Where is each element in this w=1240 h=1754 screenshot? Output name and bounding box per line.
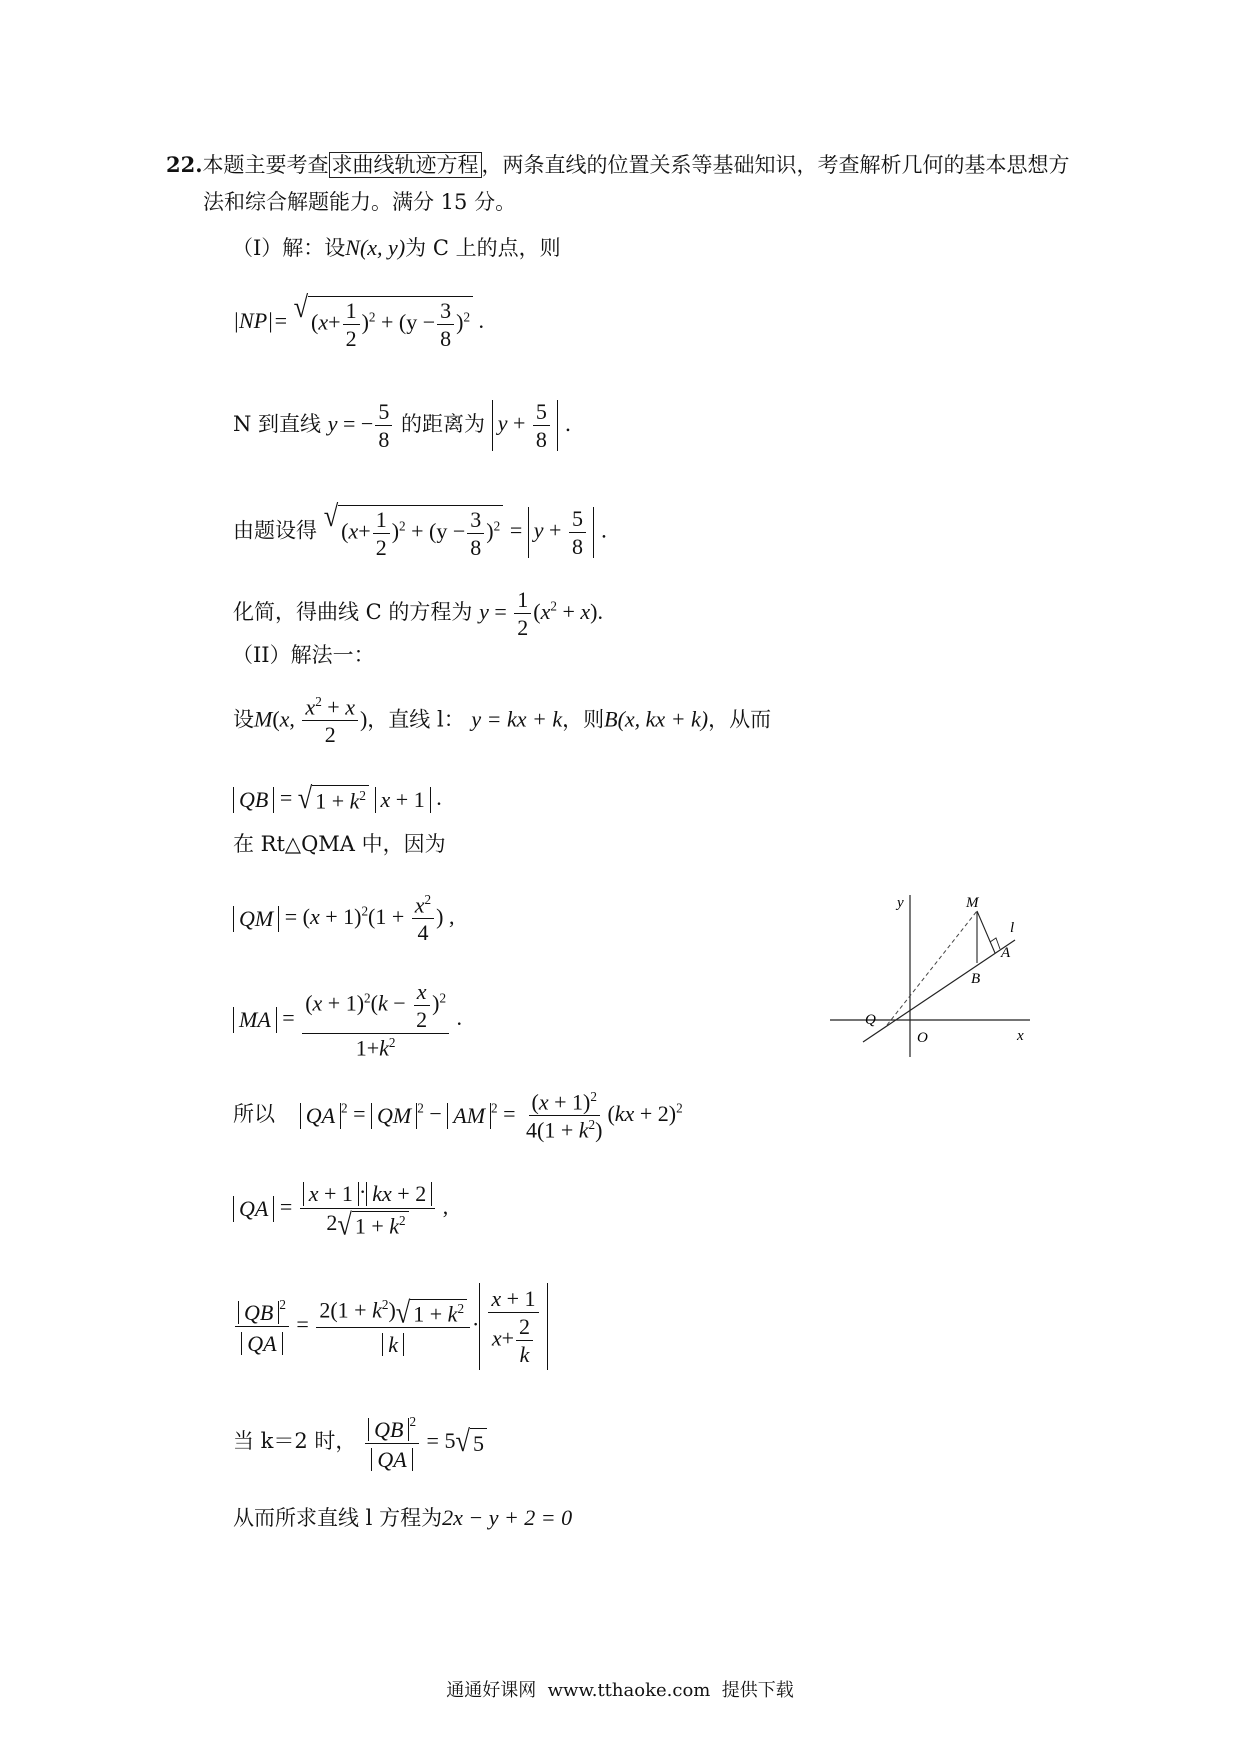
distance-line: N 到直线 y = − $\frac{5}{8}$ 的距离为 y + $\frac{5}{8}$ . bbox=[233, 399, 572, 453]
part1-label: （I）解：设 bbox=[232, 236, 346, 260]
qb-formula: QB = √ $1 + k^2$ x + 1 . bbox=[233, 785, 442, 815]
line-l bbox=[863, 940, 1015, 1042]
dist-abs: y + $\frac{5}{8}$ bbox=[492, 400, 558, 451]
thus-text: ，从而 bbox=[708, 707, 772, 732]
simplify-text: 化简，得曲线 C 的方程为 bbox=[233, 600, 473, 625]
problem-header bbox=[166, 152, 1070, 178]
when-k-text: 当 k＝2 时， bbox=[233, 1429, 357, 1454]
np-formula: |NP|= √ (x+ $\frac{1}{2}$ )$^2$ + (y − $\frac{3}{8}$ )$^2$ . bbox=[233, 289, 485, 352]
set-M-text: 设 bbox=[233, 707, 254, 732]
geometry-figure bbox=[825, 885, 1040, 1065]
boxed-topic: 求曲线轨迹方程 bbox=[329, 152, 482, 178]
qa-formula: QA = x + 1 · kx + 2 2 √ $1 + k^2$ , bbox=[233, 1180, 448, 1238]
dist-text-2: 的距离为 bbox=[401, 412, 486, 437]
dist-text-1: N 到直线 bbox=[233, 412, 322, 437]
label-A: A bbox=[1001, 945, 1011, 961]
part2-label: （II）解法一： bbox=[232, 643, 375, 667]
dashed-QM bbox=[887, 911, 977, 1025]
label-Q: Q bbox=[865, 1012, 876, 1028]
label-B: B bbox=[971, 971, 981, 987]
intro-before: 本题主要考查 bbox=[202, 153, 329, 177]
on-curve-text: 为 C 上的点，则 bbox=[405, 236, 561, 260]
final-line bbox=[233, 1505, 572, 1531]
intro-line-2: 法和综合解题能力。满分 15 分。 bbox=[203, 190, 517, 214]
label-O: O bbox=[917, 1030, 928, 1046]
label-M: M bbox=[966, 895, 979, 911]
line-l-text: ，直线 l： bbox=[367, 707, 465, 732]
intro-after: ，两条直线的位置关系等基础知识，考查解析几何的基本思想方 bbox=[481, 153, 1070, 177]
label-x: x bbox=[1017, 1028, 1024, 1044]
qm-formula: QM = $(x + 1)^2(1$ + $\frac{x^2}{4}$ ) , bbox=[233, 893, 454, 945]
line-equation: y = kx + k bbox=[471, 706, 563, 732]
ratio-formula: $\frac{QB ^2}{QA}$ = $2(1 + k^2)$ √ $1 + k^2$ k · x + 1 x+ $\frac{2}{k}$ bbox=[233, 1283, 548, 1370]
so-text: 所以 bbox=[233, 1101, 275, 1126]
point-N: N(x, y) bbox=[345, 235, 406, 260]
np-lhs: |NP|= bbox=[233, 308, 289, 334]
problem-number: 22. bbox=[166, 152, 203, 177]
label-l: l bbox=[1010, 920, 1015, 936]
so-line: 所以 QA $^2$ = QM $^2$ − AM $^2$ = $\frac{(x + 1)^2}{4(1 + k^2)}$ (kx + 2)$^2$ bbox=[233, 1089, 683, 1143]
footer-text: 通通好课网 www.tthaoke.com 提供下载 bbox=[446, 1680, 794, 1701]
condition-line: 由题设得 √ (x+ $\frac{1}{2}$ )$^2$ + (y − $\frac{3}{8}$ )$^2$ = y + $\frac{5}{8}$ . bbox=[233, 498, 608, 561]
part1-intro bbox=[232, 235, 561, 261]
then-B-text: ，则 bbox=[562, 707, 605, 732]
in-triangle-text: 在 Rt△QMA 中，因为 bbox=[233, 832, 446, 856]
final-text: 从而所求直线 l 方程为 bbox=[233, 1506, 443, 1530]
segment-MA bbox=[977, 911, 995, 953]
simplify-line: 化简，得曲线 C 的方程为 y = $\frac{1}{2}$ $(x^2 + x)$. bbox=[233, 587, 603, 641]
ma-formula: MA = $(x + 1)^2(k$ − $\frac{x}{2}$ )$^2$ $1+k^2$ . bbox=[233, 980, 462, 1060]
point-B: B(x, kx + k) bbox=[604, 706, 709, 732]
np-sqrt: √ (x+ $\frac{1}{2}$ )$^2$ + (y − $\frac{3}{8}$ )$^2$ bbox=[294, 296, 473, 350]
from-cond-text: 由题设得 bbox=[233, 518, 317, 543]
label-y: y bbox=[897, 895, 904, 911]
final-equation: 2x − y + 2 = 0 bbox=[442, 1505, 573, 1530]
when-k-line: 当 k＝2 时， $\frac{QB ^2}{QA}$ = 5 √ 5 bbox=[233, 1415, 487, 1471]
set-M-line: 设M(x, $\frac{x^2 + x}{2}$ )，直线 l： y = kx + k，则B(x, kx + k)，从而 bbox=[233, 694, 772, 748]
